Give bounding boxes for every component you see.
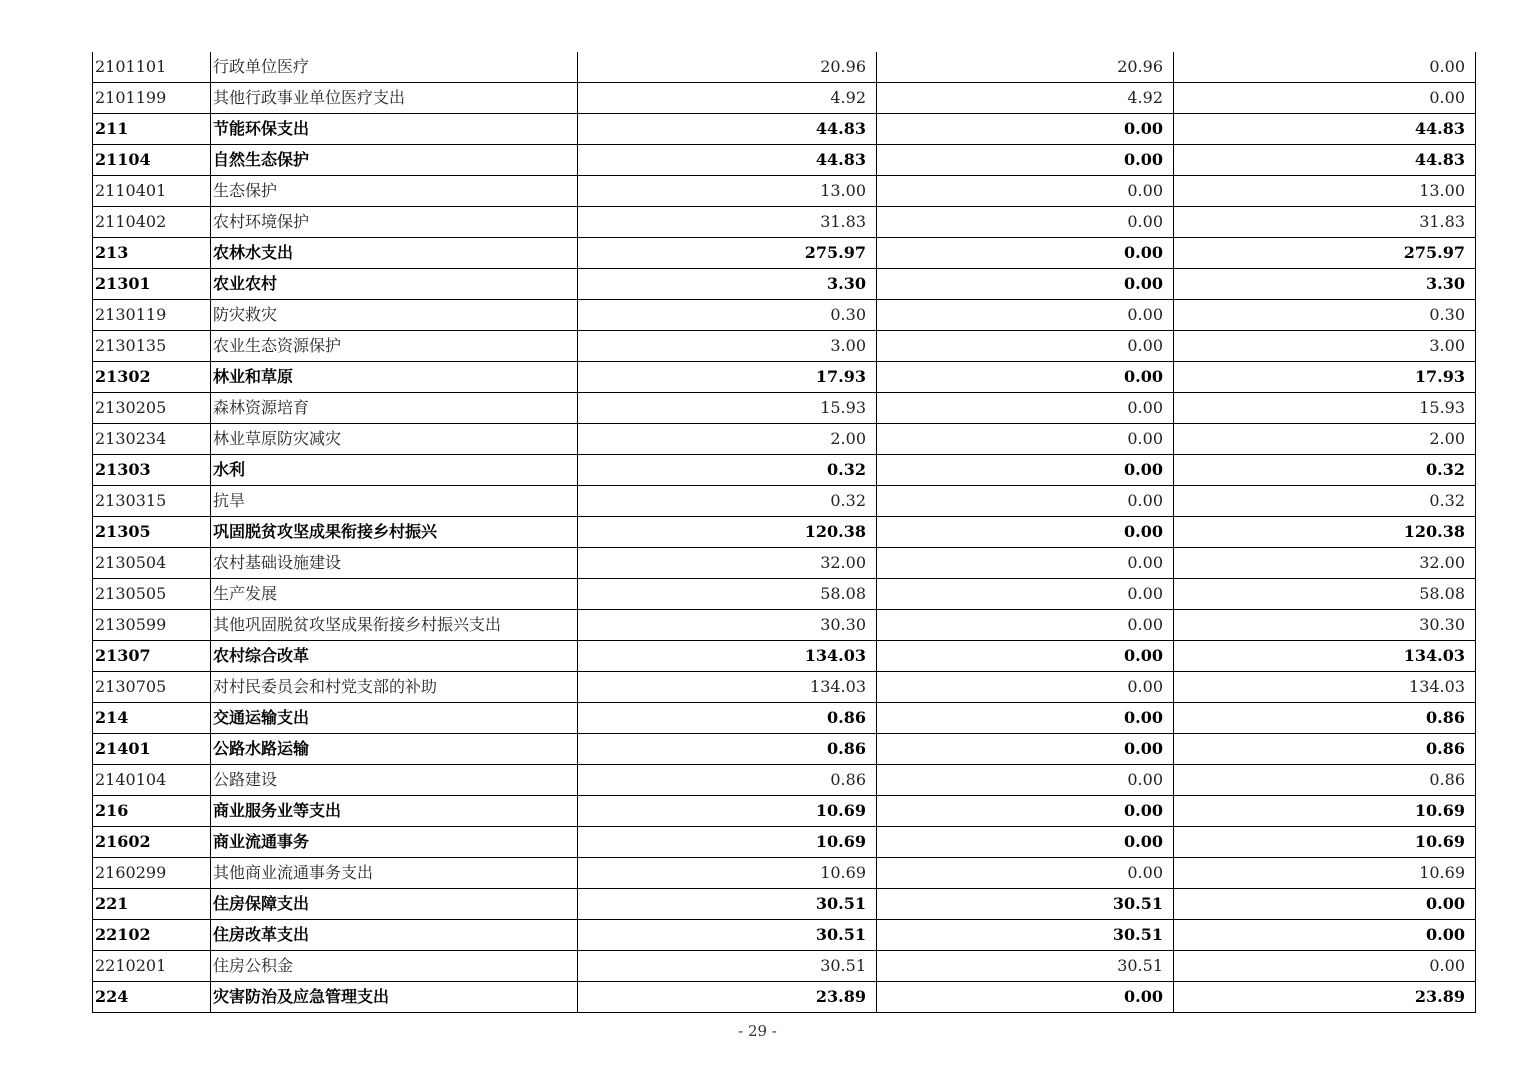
total-amount-cell: 2.00 (578, 424, 877, 455)
project-expenditure-cell: 10.69 (1174, 827, 1476, 858)
subject-code-cell: 2160299 (93, 858, 211, 889)
project-expenditure-cell: 23.89 (1174, 982, 1476, 1013)
basic-expenditure-cell: 0.00 (877, 269, 1174, 300)
subject-code-cell: 213 (93, 238, 211, 269)
table-row (93, 145, 1476, 176)
subject-code-cell: 2130119 (93, 300, 211, 331)
total-amount-cell: 0.32 (578, 455, 877, 486)
project-expenditure-cell: 0.00 (1174, 83, 1476, 114)
total-amount-cell: 23.89 (578, 982, 877, 1013)
basic-expenditure-cell: 0.00 (877, 176, 1174, 207)
basic-expenditure-cell: 0.00 (877, 858, 1174, 889)
subject-name-cell: 防灾救灾 (211, 300, 578, 331)
project-expenditure-cell: 0.32 (1174, 486, 1476, 517)
subject-code-cell: 2101199 (93, 83, 211, 114)
project-expenditure-cell: 3.00 (1174, 331, 1476, 362)
table-row (93, 951, 1476, 982)
project-expenditure-cell: 275.97 (1174, 238, 1476, 269)
project-expenditure-cell: 134.03 (1174, 641, 1476, 672)
project-expenditure-cell: 0.30 (1174, 300, 1476, 331)
subject-name-cell: 林业草原防灾减灾 (211, 424, 578, 455)
subject-name-cell: 生产发展 (211, 579, 578, 610)
project-expenditure-cell: 15.93 (1174, 393, 1476, 424)
basic-expenditure-cell: 30.51 (877, 889, 1174, 920)
subject-code-cell: 21301 (93, 269, 211, 300)
table-row (93, 269, 1476, 300)
subject-name-cell: 森林资源培育 (211, 393, 578, 424)
basic-expenditure-cell: 0.00 (877, 207, 1174, 238)
basic-expenditure-cell: 0.00 (877, 114, 1174, 145)
total-amount-cell: 0.32 (578, 486, 877, 517)
project-expenditure-cell: 0.86 (1174, 765, 1476, 796)
table-row (93, 672, 1476, 703)
project-expenditure-cell: 17.93 (1174, 362, 1476, 393)
subject-code-cell: 21302 (93, 362, 211, 393)
basic-expenditure-cell: 0.00 (877, 703, 1174, 734)
table-row (93, 52, 1476, 83)
table-row (93, 610, 1476, 641)
subject-name-cell: 公路建设 (211, 765, 578, 796)
subject-name-cell: 商业服务业等支出 (211, 796, 578, 827)
total-amount-cell: 0.86 (578, 703, 877, 734)
total-amount-cell: 31.83 (578, 207, 877, 238)
project-expenditure-cell: 120.38 (1174, 517, 1476, 548)
total-amount-cell: 30.51 (578, 920, 877, 951)
subject-code-cell: 211 (93, 114, 211, 145)
project-expenditure-cell: 134.03 (1174, 672, 1476, 703)
basic-expenditure-cell: 0.00 (877, 641, 1174, 672)
subject-code-cell: 2130504 (93, 548, 211, 579)
subject-code-cell: 2130705 (93, 672, 211, 703)
basic-expenditure-cell: 0.00 (877, 765, 1174, 796)
table-row (93, 858, 1476, 889)
table-row (93, 548, 1476, 579)
total-amount-cell: 0.30 (578, 300, 877, 331)
basic-expenditure-cell: 0.00 (877, 827, 1174, 858)
subject-code-cell: 2140104 (93, 765, 211, 796)
subject-code-cell: 21104 (93, 145, 211, 176)
subject-code-cell: 2210201 (93, 951, 211, 982)
basic-expenditure-cell: 0.00 (877, 393, 1174, 424)
subject-code-cell: 2130234 (93, 424, 211, 455)
total-amount-cell: 30.51 (578, 889, 877, 920)
budget-expenditure-table (92, 52, 1476, 1013)
table-row (93, 827, 1476, 858)
basic-expenditure-cell: 20.96 (877, 52, 1174, 83)
subject-code-cell: 22102 (93, 920, 211, 951)
total-amount-cell: 0.86 (578, 734, 877, 765)
project-expenditure-cell: 10.69 (1174, 858, 1476, 889)
subject-code-cell: 214 (93, 703, 211, 734)
subject-name-cell: 住房改革支出 (211, 920, 578, 951)
table-row (93, 424, 1476, 455)
page-number: - 29 - (738, 1022, 777, 1040)
project-expenditure-cell: 32.00 (1174, 548, 1476, 579)
subject-code-cell: 2130315 (93, 486, 211, 517)
total-amount-cell: 10.69 (578, 858, 877, 889)
basic-expenditure-cell: 0.00 (877, 672, 1174, 703)
project-expenditure-cell: 44.83 (1174, 114, 1476, 145)
subject-code-cell: 2130135 (93, 331, 211, 362)
table-row (93, 393, 1476, 424)
total-amount-cell: 17.93 (578, 362, 877, 393)
table-row (93, 238, 1476, 269)
table-row (93, 796, 1476, 827)
total-amount-cell: 13.00 (578, 176, 877, 207)
subject-code-cell: 21307 (93, 641, 211, 672)
basic-expenditure-cell: 30.51 (877, 951, 1174, 982)
table-row (93, 331, 1476, 362)
table-row (93, 207, 1476, 238)
total-amount-cell: 30.30 (578, 610, 877, 641)
total-amount-cell: 120.38 (578, 517, 877, 548)
subject-code-cell: 21305 (93, 517, 211, 548)
project-expenditure-cell: 0.00 (1174, 951, 1476, 982)
basic-expenditure-cell: 0.00 (877, 486, 1174, 517)
subject-name-cell: 灾害防治及应急管理支出 (211, 982, 578, 1013)
total-amount-cell: 58.08 (578, 579, 877, 610)
subject-name-cell: 公路水路运输 (211, 734, 578, 765)
basic-expenditure-cell: 0.00 (877, 579, 1174, 610)
total-amount-cell: 10.69 (578, 796, 877, 827)
table-row (93, 641, 1476, 672)
table-row (93, 889, 1476, 920)
basic-expenditure-cell: 0.00 (877, 455, 1174, 486)
project-expenditure-cell: 31.83 (1174, 207, 1476, 238)
subject-code-cell: 2110402 (93, 207, 211, 238)
total-amount-cell: 4.92 (578, 83, 877, 114)
table-row (93, 486, 1476, 517)
subject-name-cell: 节能环保支出 (211, 114, 578, 145)
subject-code-cell: 2130205 (93, 393, 211, 424)
total-amount-cell: 32.00 (578, 548, 877, 579)
total-amount-cell: 3.30 (578, 269, 877, 300)
basic-expenditure-cell: 0.00 (877, 610, 1174, 641)
basic-expenditure-cell: 0.00 (877, 982, 1174, 1013)
basic-expenditure-cell: 4.92 (877, 83, 1174, 114)
table-row (93, 83, 1476, 114)
table-row (93, 579, 1476, 610)
basic-expenditure-cell: 0.00 (877, 424, 1174, 455)
project-expenditure-cell: 0.00 (1174, 52, 1476, 83)
total-amount-cell: 134.03 (578, 641, 877, 672)
project-expenditure-cell: 0.00 (1174, 889, 1476, 920)
total-amount-cell: 44.83 (578, 114, 877, 145)
total-amount-cell: 20.96 (578, 52, 877, 83)
table-row (93, 517, 1476, 548)
subject-name-cell: 商业流通事务 (211, 827, 578, 858)
basic-expenditure-cell: 0.00 (877, 548, 1174, 579)
subject-name-cell: 农村综合改革 (211, 641, 578, 672)
total-amount-cell: 10.69 (578, 827, 877, 858)
subject-code-cell: 224 (93, 982, 211, 1013)
table-row (93, 982, 1476, 1013)
project-expenditure-cell: 44.83 (1174, 145, 1476, 176)
project-expenditure-cell: 10.69 (1174, 796, 1476, 827)
table-row (93, 703, 1476, 734)
table-row (93, 455, 1476, 486)
table-row (93, 734, 1476, 765)
subject-name-cell: 住房公积金 (211, 951, 578, 982)
subject-code-cell: 221 (93, 889, 211, 920)
subject-name-cell: 其他巩固脱贫攻坚成果衔接乡村振兴支出 (211, 610, 578, 641)
subject-code-cell: 2130505 (93, 579, 211, 610)
subject-name-cell: 水利 (211, 455, 578, 486)
basic-expenditure-cell: 30.51 (877, 920, 1174, 951)
subject-name-cell: 巩固脱贫攻坚成果衔接乡村振兴 (211, 517, 578, 548)
subject-name-cell: 其他行政事业单位医疗支出 (211, 83, 578, 114)
subject-name-cell: 农村基础设施建设 (211, 548, 578, 579)
subject-code-cell: 2110401 (93, 176, 211, 207)
table-row (93, 300, 1476, 331)
total-amount-cell: 275.97 (578, 238, 877, 269)
subject-code-cell: 21401 (93, 734, 211, 765)
total-amount-cell: 44.83 (578, 145, 877, 176)
basic-expenditure-cell: 0.00 (877, 238, 1174, 269)
table-row (93, 114, 1476, 145)
subject-name-cell: 住房保障支出 (211, 889, 578, 920)
project-expenditure-cell: 0.86 (1174, 703, 1476, 734)
table-row (93, 362, 1476, 393)
basic-expenditure-cell: 0.00 (877, 362, 1174, 393)
basic-expenditure-cell: 0.00 (877, 145, 1174, 176)
subject-name-cell: 行政单位医疗 (211, 52, 578, 83)
project-expenditure-cell: 3.30 (1174, 269, 1476, 300)
basic-expenditure-cell: 0.00 (877, 331, 1174, 362)
subject-name-cell: 农业农村 (211, 269, 578, 300)
basic-expenditure-cell: 0.00 (877, 300, 1174, 331)
basic-expenditure-cell: 0.00 (877, 796, 1174, 827)
basic-expenditure-cell: 0.00 (877, 734, 1174, 765)
subject-code-cell: 2101101 (93, 52, 211, 83)
total-amount-cell: 30.51 (578, 951, 877, 982)
subject-code-cell: 216 (93, 796, 211, 827)
subject-name-cell: 抗旱 (211, 486, 578, 517)
subject-name-cell: 交通运输支出 (211, 703, 578, 734)
total-amount-cell: 3.00 (578, 331, 877, 362)
table-row (93, 176, 1476, 207)
project-expenditure-cell: 0.00 (1174, 920, 1476, 951)
subject-code-cell: 21602 (93, 827, 211, 858)
basic-expenditure-cell: 0.00 (877, 517, 1174, 548)
project-expenditure-cell: 0.86 (1174, 734, 1476, 765)
table-row (93, 920, 1476, 951)
subject-name-cell: 林业和草原 (211, 362, 578, 393)
subject-code-cell: 21303 (93, 455, 211, 486)
subject-name-cell: 生态保护 (211, 176, 578, 207)
project-expenditure-cell: 30.30 (1174, 610, 1476, 641)
table-body (93, 52, 1476, 1013)
subject-code-cell: 2130599 (93, 610, 211, 641)
table-row (93, 765, 1476, 796)
subject-name-cell: 自然生态保护 (211, 145, 578, 176)
subject-name-cell: 农村环境保护 (211, 207, 578, 238)
project-expenditure-cell: 0.32 (1174, 455, 1476, 486)
total-amount-cell: 0.86 (578, 765, 877, 796)
project-expenditure-cell: 2.00 (1174, 424, 1476, 455)
subject-name-cell: 其他商业流通事务支出 (211, 858, 578, 889)
project-expenditure-cell: 58.08 (1174, 579, 1476, 610)
total-amount-cell: 134.03 (578, 672, 877, 703)
subject-name-cell: 农业生态资源保护 (211, 331, 578, 362)
subject-name-cell: 对村民委员会和村党支部的补助 (211, 672, 578, 703)
project-expenditure-cell: 13.00 (1174, 176, 1476, 207)
subject-name-cell: 农林水支出 (211, 238, 578, 269)
total-amount-cell: 15.93 (578, 393, 877, 424)
